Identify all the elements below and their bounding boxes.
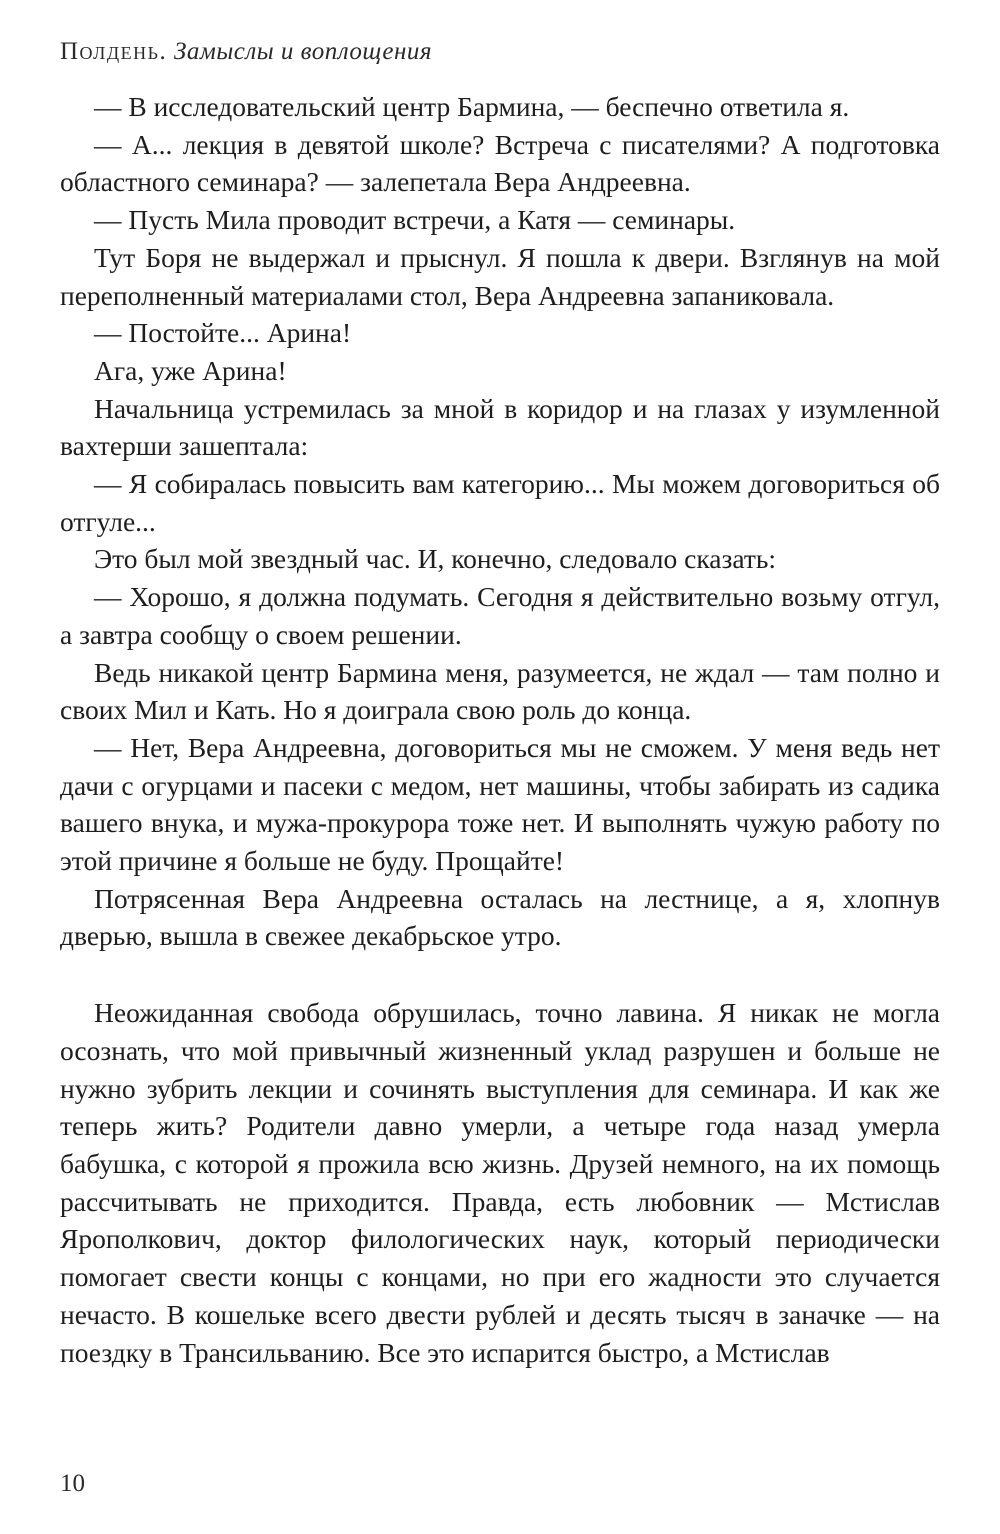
paragraph: — Постойте... Арина!	[94, 317, 352, 349]
paragraph: Начальница устремилась за мной в коридор и на глазах у изумленной вахтерши зашептала:	[60, 392, 940, 462]
page-number: 10	[60, 1470, 85, 1497]
paragraph: Потрясенная Вера Андреевна осталась на лестнице, а я, хлопнув дверью, вышла в свежее декабрьское утро.	[60, 882, 940, 952]
paragraph: — Нет, Вера Андреевна, договориться мы не сможем. У меня ведь нет дачи с огурцами и пасеки с медом, нет машины, чтобы забирать из садика вашего внука, и мужа-прокурора тоже нет. И выполнять чужую работу по этой причине я больше не буду. Прощайте!	[60, 731, 940, 877]
running-head-section: Полдень.	[60, 38, 168, 65]
paragraph: — Пусть Мила проводит встречи, а Катя — семинары.	[94, 204, 736, 236]
paragraph: Это был мой звездный час. И, конечно, следовало сказать:	[94, 543, 777, 575]
paragraph: — А... лекция в девятой школе? Встреча с писателями? А подготовка областного семинара? — залепетала Вера Андреевна.	[60, 128, 940, 198]
paragraph: — Хорошо, я должна подумать. Сегодня я действительно возьму отгул, а завтра сообщу о своем решении.	[60, 581, 940, 650]
paragraph: Ага, уже Арина!	[94, 354, 287, 386]
page-body	[60, 88, 940, 1371]
running-head-subtitle: Замыслы и воплощения	[173, 38, 433, 65]
paragraph: Ведь никакой центр Бармина меня, разумеется, не ждал — там полно и своих Мил и Кать. Но я доиграла свою роль до конца.	[60, 656, 940, 726]
paragraph: — В исследовательский центр Бармина, — беспечно ответила я.	[94, 91, 850, 122]
paragraph: Тут Боря не выдержал и прыснул. Я пошла к двери. Взглянув на мой переполненный материалами стол, Вера Андреевна запаниковала.	[60, 241, 940, 311]
paragraph: — Я собиралась повысить вам категорию... Мы можем договориться об отгуле...	[60, 468, 940, 537]
running-head	[60, 38, 432, 66]
paragraph: Неожиданная свобода обрушилась, точно лавина. Я никак не могла осознать, что мой привычный жизненный уклад разрушен и больше не нужно зубрить лекции и сочинять выступления для семинара. И как же теперь жить? Родители давно умерли, а четыре года назад умерла бабушка, с которой я прожила всю жизнь. Друзей немного, на их помощь рассчитывать не приходится. Правда, есть любовник — Мстислав Ярополкович, доктор филологических наук, который периодически помогает свести концы с концами, но при его жадности это случается нечасто. В кошельке всего двести рублей и десять тысяч в заначке — на поездку в Трансильванию. Все это испарится быстро, а Мстислав	[60, 997, 940, 1368]
